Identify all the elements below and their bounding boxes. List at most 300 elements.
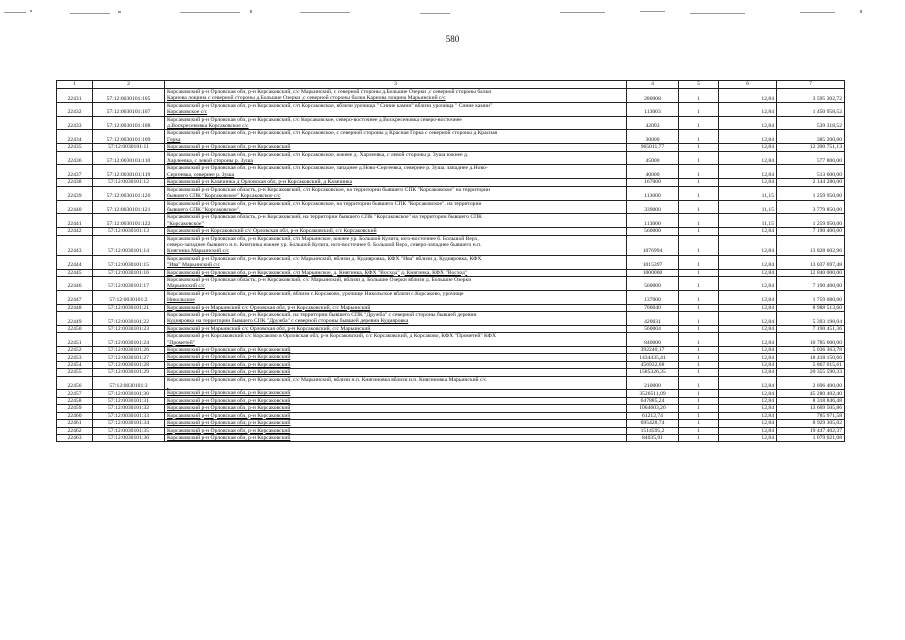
cadastral-value: 513 600,00 (777, 165, 845, 179)
table-row (57, 144, 845, 151)
table-row (57, 269, 845, 276)
address-description (165, 151, 627, 165)
area-value: 339000 (627, 200, 679, 214)
table-row (57, 276, 845, 290)
area-value: 113000 (627, 214, 679, 228)
address-line: Корсаковский р-н Орловская обл, р-н Корсаковский, с/п Марьинское, южнее ур. Большой Кулига, юго-восточнее б. Большой Верх, (167, 235, 479, 242)
table-row (57, 354, 845, 361)
row-number: 22437 (57, 165, 93, 179)
rate-value: 12,84 (719, 312, 777, 326)
column-header-7: 7 (777, 81, 845, 89)
cadastral-number: 57:12:0030101:17 (93, 276, 165, 290)
table-row (57, 405, 845, 412)
address-description (165, 304, 627, 311)
address-description (165, 276, 627, 290)
cadastral-value: 785 971,58 (777, 412, 845, 419)
address-line: Корсаковский р-н Орловская обл, р-н Корсаковский (167, 427, 291, 434)
cadastral-number: 57:12:0030101:36 (93, 434, 165, 441)
address-line: Корсаковский р-н Орловская обл, р-н Корсаковский (167, 354, 291, 361)
address-line: Корсаковский р-н Орловская обл, р-н Корсаковский, вблизи с.Корсаково, урочище Никольское вблизи с.Корсаково, урочище (167, 290, 464, 297)
row-number: 22431 (57, 89, 93, 103)
rate-value: 12,84 (719, 151, 777, 165)
cadastral-number: 57:12:0030101:35 (93, 427, 165, 434)
cadastral-value: 5 393 198,04 (777, 312, 845, 326)
cadastral-value: 7 190 400,00 (777, 276, 845, 290)
quantity-value: 1 (679, 397, 719, 404)
cadastral-value: 8 318 846,48 (777, 397, 845, 404)
address-description (165, 376, 627, 390)
quantity-value: 1 (679, 312, 719, 326)
cadastral-value: 13 669 505,86 (777, 405, 845, 412)
table-row (57, 228, 845, 235)
area-value: 1434435,41 (627, 354, 679, 361)
address-description (165, 369, 627, 376)
quantity-value: 1 (679, 214, 719, 228)
table-row (57, 165, 845, 179)
rate-value: 12,84 (719, 325, 777, 332)
quantity-value: 1 (679, 186, 719, 200)
cadastral-number: 57:12:0030101:29 (93, 369, 165, 376)
quantity-value: 1 (679, 269, 719, 276)
row-number: 22432 (57, 102, 93, 116)
rate-value: 12,84 (719, 412, 777, 419)
row-number: 22447 (57, 290, 93, 304)
address-line: Корсаковский р-н Орловская обл, р-н Корсаковский (167, 144, 291, 151)
quantity-value: 1 (679, 369, 719, 376)
rate-value: 12,84 (719, 347, 777, 354)
cadastral-number: 57:12:0030101:32 (93, 405, 165, 412)
column-header-4: 4 (627, 81, 679, 89)
address-line: Корсаковский р-н Орловская обл, р-н Корсаковский, с/с Корсаковское, северо-восточнее д.Воскресеновка северо-восточнее (167, 116, 462, 123)
table-row (57, 420, 845, 427)
cadastral-number: 57:12:0030101:27 (93, 354, 165, 361)
table-row (57, 89, 845, 103)
area-value: 392240,17 (627, 347, 679, 354)
address-description (165, 165, 627, 179)
table-row (57, 397, 845, 404)
cadastral-value: 45 280 402,40 (777, 390, 845, 397)
address-line: Корсаковский р-н Орловская область, р-н Корсаковский, с/с Марьинский, вблизи д. Большие Озерки вблизи д. Большие Озерки (167, 276, 472, 283)
cadastral-value: 5 867 015,61 (777, 361, 845, 368)
cadastral-number: 57:12:0030101:24 (93, 333, 165, 347)
address-description (165, 397, 627, 404)
rate-value: 12,84 (719, 405, 777, 412)
address-line: Корсаковский р-н Корсаковский с/с Корсаково в Орловская обл, р-н Корсаковский, с/с Корсаковский, д Корсаково, КФХ "Прометей" КФХ (167, 333, 496, 340)
rate-value: 12,84 (719, 369, 777, 376)
table-row (57, 214, 845, 228)
address-description (165, 325, 627, 332)
cadastral-number: 57:12:0030101:122 (93, 214, 165, 228)
area-value: 137000 (627, 290, 679, 304)
area-value: 1064603,26 (627, 405, 679, 412)
address-description (165, 214, 627, 228)
cadastral-value: 1 259 950,00 (777, 214, 845, 228)
row-number: 22445 (57, 269, 93, 276)
rate-value: 12,84 (719, 420, 777, 427)
cadastral-value: 3 779 850,00 (777, 200, 845, 214)
address-description (165, 102, 627, 116)
address-line: "Ива" Марьинский с/с (167, 262, 220, 269)
area-value: 1076994 (627, 235, 679, 255)
address-line: Корсаковский р-н Орловская обл, р-н Корсаковский (167, 390, 291, 397)
cadastral-number: 57:12:0030101:15 (93, 255, 165, 269)
cadastral-number: 57:12:0030101:107 (93, 102, 165, 116)
table-row (57, 151, 845, 165)
address-line: Никольское (167, 297, 195, 304)
address-description (165, 255, 627, 269)
address-line: Корсаковский р-н Орловская обл, р-н Корсаковский, с/с Марьинский, с северной стороны д.Большие Озерки ,с северной стороны балки (167, 89, 492, 95)
row-number: 22457 (57, 390, 93, 397)
cadastral-number: 57:12:0030101:30 (93, 390, 165, 397)
table-row (57, 390, 845, 397)
cadastral-number: 57:12:0030101:13 (93, 228, 165, 235)
page-number: 580 (445, 34, 460, 44)
address-line: Корсаковский р-н Марьинский с/с Орловская обл, р-н Корсаковский, с/с Марьинский (167, 325, 371, 332)
quantity-value: 1 (679, 102, 719, 116)
address-description (165, 420, 627, 427)
address-description (165, 333, 627, 347)
area-value: 456932,68 (627, 361, 679, 368)
row-number: 22456 (57, 376, 93, 390)
address-description (165, 434, 627, 441)
address-line: Княгинка Марьинский с/с (167, 248, 229, 255)
table-row (57, 290, 845, 304)
area-value: 3526511,09 (627, 390, 679, 397)
row-number: 22460 (57, 412, 93, 419)
rate-value: 12,84 (719, 269, 777, 276)
cadastral-number: 57:12:0030101:109 (93, 130, 165, 144)
table-row (57, 179, 845, 186)
area-value: 167000 (627, 179, 679, 186)
address-line: Корсаковский р-н Марьинский с/с Орловская обл, р-н Корсаковский, с/с Марьинский (167, 304, 371, 311)
area-value: 1015397 (627, 255, 679, 269)
rate-value: 11,15 (719, 186, 777, 200)
address-line: бывшего СПК "Корсаковское". (167, 206, 241, 213)
table-row (57, 255, 845, 269)
rate-value: 12,84 (719, 376, 777, 390)
cadastral-number: 57:12:0030101:14 (93, 235, 165, 255)
rate-value: 12,84 (719, 144, 777, 151)
table-row (57, 325, 845, 332)
cadastral-number: 57:12:0030101:12 (93, 179, 165, 186)
cadastral-value: 385 200,00 (777, 130, 845, 144)
address-line: Сергеевка, севернее р. Зуша (167, 171, 235, 178)
quantity-value: 1 (679, 290, 719, 304)
row-number: 22459 (57, 405, 93, 412)
address-line: Марьинский с/с (167, 283, 205, 290)
address-description (165, 269, 627, 276)
cadastral-value: 1 259 950,00 (777, 186, 845, 200)
quantity-value: 1 (679, 130, 719, 144)
cadastral-number: 57:12:0030101:105 (93, 89, 165, 103)
address-description (165, 405, 627, 412)
cadastral-number: 57:12:0030101:22 (93, 312, 165, 326)
table-body (57, 89, 845, 442)
area-value: 30000 (627, 130, 679, 144)
land-register-table (56, 80, 845, 442)
row-number: 22435 (57, 144, 93, 151)
cadastral-value: 19 447 402,37 (777, 427, 845, 434)
area-value: 61212,74 (627, 412, 679, 419)
row-number: 22441 (57, 214, 93, 228)
column-header-5: 5 (679, 81, 719, 89)
cadastral-value: 1 759 080,00 (777, 290, 845, 304)
cadastral-number: 57:12:0030101:26 (93, 347, 165, 354)
area-value: 40000 (627, 165, 679, 179)
row-number: 22452 (57, 347, 93, 354)
address-line: Корсаковский р-н Орловская обл, р-н Корсаковский, с/п Корсаковское, западнее д.Ново-Сергеевка, севернее р. Зуша. западнее д.Ново- (167, 165, 488, 172)
row-number: 22451 (57, 333, 93, 347)
area-value: 560000 (627, 228, 679, 235)
rate-value: 12,84 (719, 276, 777, 290)
row-number: 22444 (57, 255, 93, 269)
address-description (165, 116, 627, 130)
address-description (165, 144, 627, 151)
quantity-value: 1 (679, 144, 719, 151)
area-value: 1000000 (627, 269, 679, 276)
area-value: 210000 (627, 376, 679, 390)
table-row (57, 116, 845, 130)
cadastral-number: 57:12:0030101:110 (93, 151, 165, 165)
table-row (57, 347, 845, 354)
address-line: Корсаковский р-н Орловская обл, р-н Корсаковский, с/с Марьинский, вблизи н.п. Княгиновка вблизи н.п. Княгиновка Марьинский с/с (167, 376, 487, 383)
table-row (57, 427, 845, 434)
address-line: Корсаковский р-н Орловская обл, р-н Корсаковский (167, 405, 291, 412)
rate-value: 11,15 (719, 214, 777, 228)
cadastral-value: 5 036 363,78 (777, 347, 845, 354)
cadastral-number: 57:12:0030101:121 (93, 200, 165, 214)
row-number: 22443 (57, 235, 93, 255)
quantity-value: 1 (679, 427, 719, 434)
address-line: Корсаковский р-н Орловская обл, р-н Корсаковский (167, 412, 291, 419)
address-line: северо-западнее бывшего н.п. Княгинка южнее ур. Большой Кулига, юго-восточнее б. Большой Верх, северо-западнее бывшего н.п. (167, 241, 482, 248)
address-description (165, 412, 627, 419)
area-value: 647885,24 (627, 397, 679, 404)
address-line: Корсаковский р-н Орловская обл, р-н Корсаковский, с/с Марьинский, вблизи д. Кудияровка, КФХ "Ива" вблизи д. Кудияровка, КФХ (167, 255, 482, 262)
address-line: Корсаковский р-н Орловская обл, р-н Корсаковский, с/п Корсаковское, южнее д. Харлеевка, с левой стороны р. Зуша южнее д. (167, 151, 469, 158)
cadastral-number: 57:12:0030101:28 (93, 361, 165, 368)
quantity-value: 1 (679, 255, 719, 269)
address-line: Корсаковский р-н Орловская область, р-н Корсаковский, на территории бывшего СПК "Корсаковское" на территории бывшего СПК (167, 214, 482, 221)
address-line: Корсаковский р-н Орловская обл, р-н Корсаковский, с/п Корсаковское, с северной стороны д Красная Горка с северной стороны д Красная (167, 130, 498, 137)
cadastral-number: 57:12:0030101:33 (93, 412, 165, 419)
row-number: 22453 (57, 354, 93, 361)
row-number: 22463 (57, 434, 93, 441)
row-number: 22439 (57, 186, 93, 200)
address-description (165, 347, 627, 354)
cadastral-value: 7 190 451,36 (777, 325, 845, 332)
area-value: 420031 (627, 312, 679, 326)
rate-value: 12,84 (719, 427, 777, 434)
table-row (57, 235, 845, 255)
quantity-value: 1 (679, 276, 719, 290)
header-row (57, 81, 845, 89)
row-number: 22433 (57, 116, 93, 130)
table-row (57, 333, 845, 347)
cadastral-value: 7 190 400,00 (777, 228, 845, 235)
quantity-value: 1 (679, 412, 719, 419)
quantity-value: 1 (679, 151, 719, 165)
quantity-value: 1 (679, 333, 719, 347)
address-line: Горка (167, 136, 181, 143)
cadastral-number: 57:12:0030101:108 (93, 116, 165, 130)
address-line (167, 383, 624, 389)
table-row (57, 361, 845, 368)
address-line: Харлеевка, с левой стороны р. Зуша (167, 158, 253, 165)
rate-value: 12,84 (719, 290, 777, 304)
area-value: 280008 (627, 89, 679, 103)
area-value: 113000 (627, 186, 679, 200)
address-description (165, 228, 627, 235)
table-row (57, 312, 845, 326)
quantity-value: 1 (679, 390, 719, 397)
address-line: Корсаковский р-н Орловская обл, р-н Корсаковский (167, 369, 291, 376)
area-value: 695428,74 (627, 420, 679, 427)
rate-value: 12,84 (719, 235, 777, 255)
cadastral-value: 3 595 302,72 (777, 89, 845, 103)
address-description (165, 179, 627, 186)
table-row (57, 102, 845, 116)
address-line: Корсаковский р-н Орловская обл, р-н Корсаковский (167, 397, 291, 404)
area-value: 84035,91 (627, 434, 679, 441)
cadastral-number: 57:12:0030101:34 (93, 420, 165, 427)
row-number: 22442 (57, 228, 93, 235)
row-number: 22436 (57, 151, 93, 165)
address-description (165, 361, 627, 368)
address-line: Корсаковский р-н Казачинка д Орловская обл, р-н Корсаковский, д Казачинка (167, 179, 353, 186)
cadastral-value: 2 696 400,00 (777, 376, 845, 390)
rate-value: 12,84 (719, 116, 777, 130)
row-number: 22438 (57, 179, 93, 186)
address-line: Корсаковский р-н Орловская обл, р-н Корсаковский, на территории бывшего СПК "Дружба" с северной стороны бывшей деревни (167, 312, 477, 318)
rate-value: 11,15 (719, 200, 777, 214)
cadastral-value: 577 800,00 (777, 151, 845, 165)
address-line: Кудияровка на территории бывшего СПК "Дружба" с северной стороны бывшей деревни Кудияровка (167, 318, 409, 325)
table-row (57, 186, 845, 200)
address-line: "Корсаковское" (167, 220, 204, 227)
area-value: 1514595,2 (627, 427, 679, 434)
cadastral-number: 57:12:0030101:120 (93, 186, 165, 200)
quantity-value: 1 (679, 325, 719, 332)
cadastral-value: 12 390 751,13 (777, 144, 845, 151)
rate-value: 12,84 (719, 361, 777, 368)
rate-value: 12,84 (719, 333, 777, 347)
row-number: 22434 (57, 130, 93, 144)
quantity-value: 1 (679, 228, 719, 235)
cadastral-number: 57:12:0030101:31 (93, 397, 165, 404)
cadastral-value: 20 355 590,33 (777, 369, 845, 376)
quantity-value: 1 (679, 405, 719, 412)
table-row (57, 376, 845, 390)
address-description (165, 186, 627, 200)
column-header-3: 3 (165, 81, 627, 89)
rate-value: 12,84 (719, 390, 777, 397)
column-header-1: 1 (57, 81, 93, 89)
cadastral-value: 8 929 305,02 (777, 420, 845, 427)
rate-value: 12,84 (719, 89, 777, 103)
column-header-6: 6 (719, 81, 777, 89)
rate-value: 12,84 (719, 354, 777, 361)
table-row (57, 434, 845, 441)
row-number: 22461 (57, 420, 93, 427)
cadastral-value: 10 785 600,00 (777, 333, 845, 347)
row-number: 22462 (57, 427, 93, 434)
area-value: 840000 (627, 333, 679, 347)
quantity-value: 1 (679, 434, 719, 441)
quantity-value: 1 (679, 376, 719, 390)
cadastral-value: 13 828 602,96 (777, 235, 845, 255)
address-description (165, 235, 627, 255)
row-number: 22446 (57, 276, 93, 290)
rate-value: 12,84 (719, 165, 777, 179)
row-number: 22458 (57, 397, 93, 404)
quantity-value: 1 (679, 347, 719, 354)
rate-value: 12,84 (719, 102, 777, 116)
quantity-value: 1 (679, 179, 719, 186)
area-value: 965011,77 (627, 144, 679, 151)
table-row (57, 412, 845, 419)
address-line: Корсаковский р-н Орловская обл, р-н Корсаковский, с/п Марьинское, д. Княгинка, КФХ "Восход" д. Княгинка, КФХ "Восход" (167, 269, 468, 276)
row-number: 22454 (57, 361, 93, 368)
quantity-value: 1 (679, 361, 719, 368)
address-line: д.Воскресеновка Корсаковское с/с (167, 123, 249, 130)
quantity-value: 1 (679, 304, 719, 311)
cadastral-number: 57:12:0030101:119 (93, 165, 165, 179)
address-description (165, 200, 627, 214)
quantity-value: 1 (679, 420, 719, 427)
address-line: Корсаковский р-н Орловская область, р-н Корсаковский, с/п Корсаковское, на территории бывшего СПК "Корсаковское" на территории (167, 186, 491, 193)
area-value: 1585326,35 (627, 369, 679, 376)
quantity-value: 1 (679, 165, 719, 179)
quantity-value: 1 (679, 116, 719, 130)
cadastral-value: 1 450 958,52 (777, 102, 845, 116)
address-description (165, 312, 627, 326)
cadastral-number: 57:12:0030101:2 (93, 290, 165, 304)
cadastral-number: 57:12:0030101:21 (93, 304, 165, 311)
scan-noise (0, 4, 905, 18)
area-value: 560004 (627, 325, 679, 332)
address-line: Карнова лощина с северной стороны д.Большие Озерки ,с северной стороны балки Карнова лощина Марьинский с/с (167, 95, 446, 102)
address-line: Корсаковский р-н Орловская обл, р-н Корсаковский (167, 361, 291, 368)
column-header-2: 2 (93, 81, 165, 89)
cadastral-number: 57:12:0030101:23 (93, 325, 165, 332)
table-row (57, 130, 845, 144)
table-row (57, 304, 845, 311)
area-value: 42003 (627, 116, 679, 130)
address-description (165, 290, 627, 304)
rate-value: 12,84 (719, 434, 777, 441)
rate-value: 12,84 (719, 130, 777, 144)
area-value: 560000 (627, 276, 679, 290)
row-number: 22449 (57, 312, 93, 326)
address-line: Корсаковский р-н Корсаковский с/с Орловская обл, р-н Корсаковский, с/с Корсаковский (167, 228, 377, 235)
rate-value: 12,84 (719, 397, 777, 404)
cadastral-value: 539 318,52 (777, 116, 845, 130)
table-row (57, 369, 845, 376)
address-line: бывшего СПК "Корсаковское" Корсаковское с/с (167, 193, 281, 200)
address-line: Корсаковский р-н Орловская обл, р-н Корсаковский (167, 434, 291, 441)
row-number: 22455 (57, 369, 93, 376)
cadastral-number: 57:12:0030101:11 (93, 144, 165, 151)
quantity-value: 1 (679, 200, 719, 214)
row-number: 22448 (57, 304, 93, 311)
cadastral-value: 18 418 150,66 (777, 354, 845, 361)
cadastral-number: 57:12:0030101:16 (93, 269, 165, 276)
cadastral-value: 8 988 513,60 (777, 304, 845, 311)
rate-value: 12,84 (719, 304, 777, 311)
rate-value: 12,84 (719, 228, 777, 235)
quantity-value: 1 (679, 235, 719, 255)
